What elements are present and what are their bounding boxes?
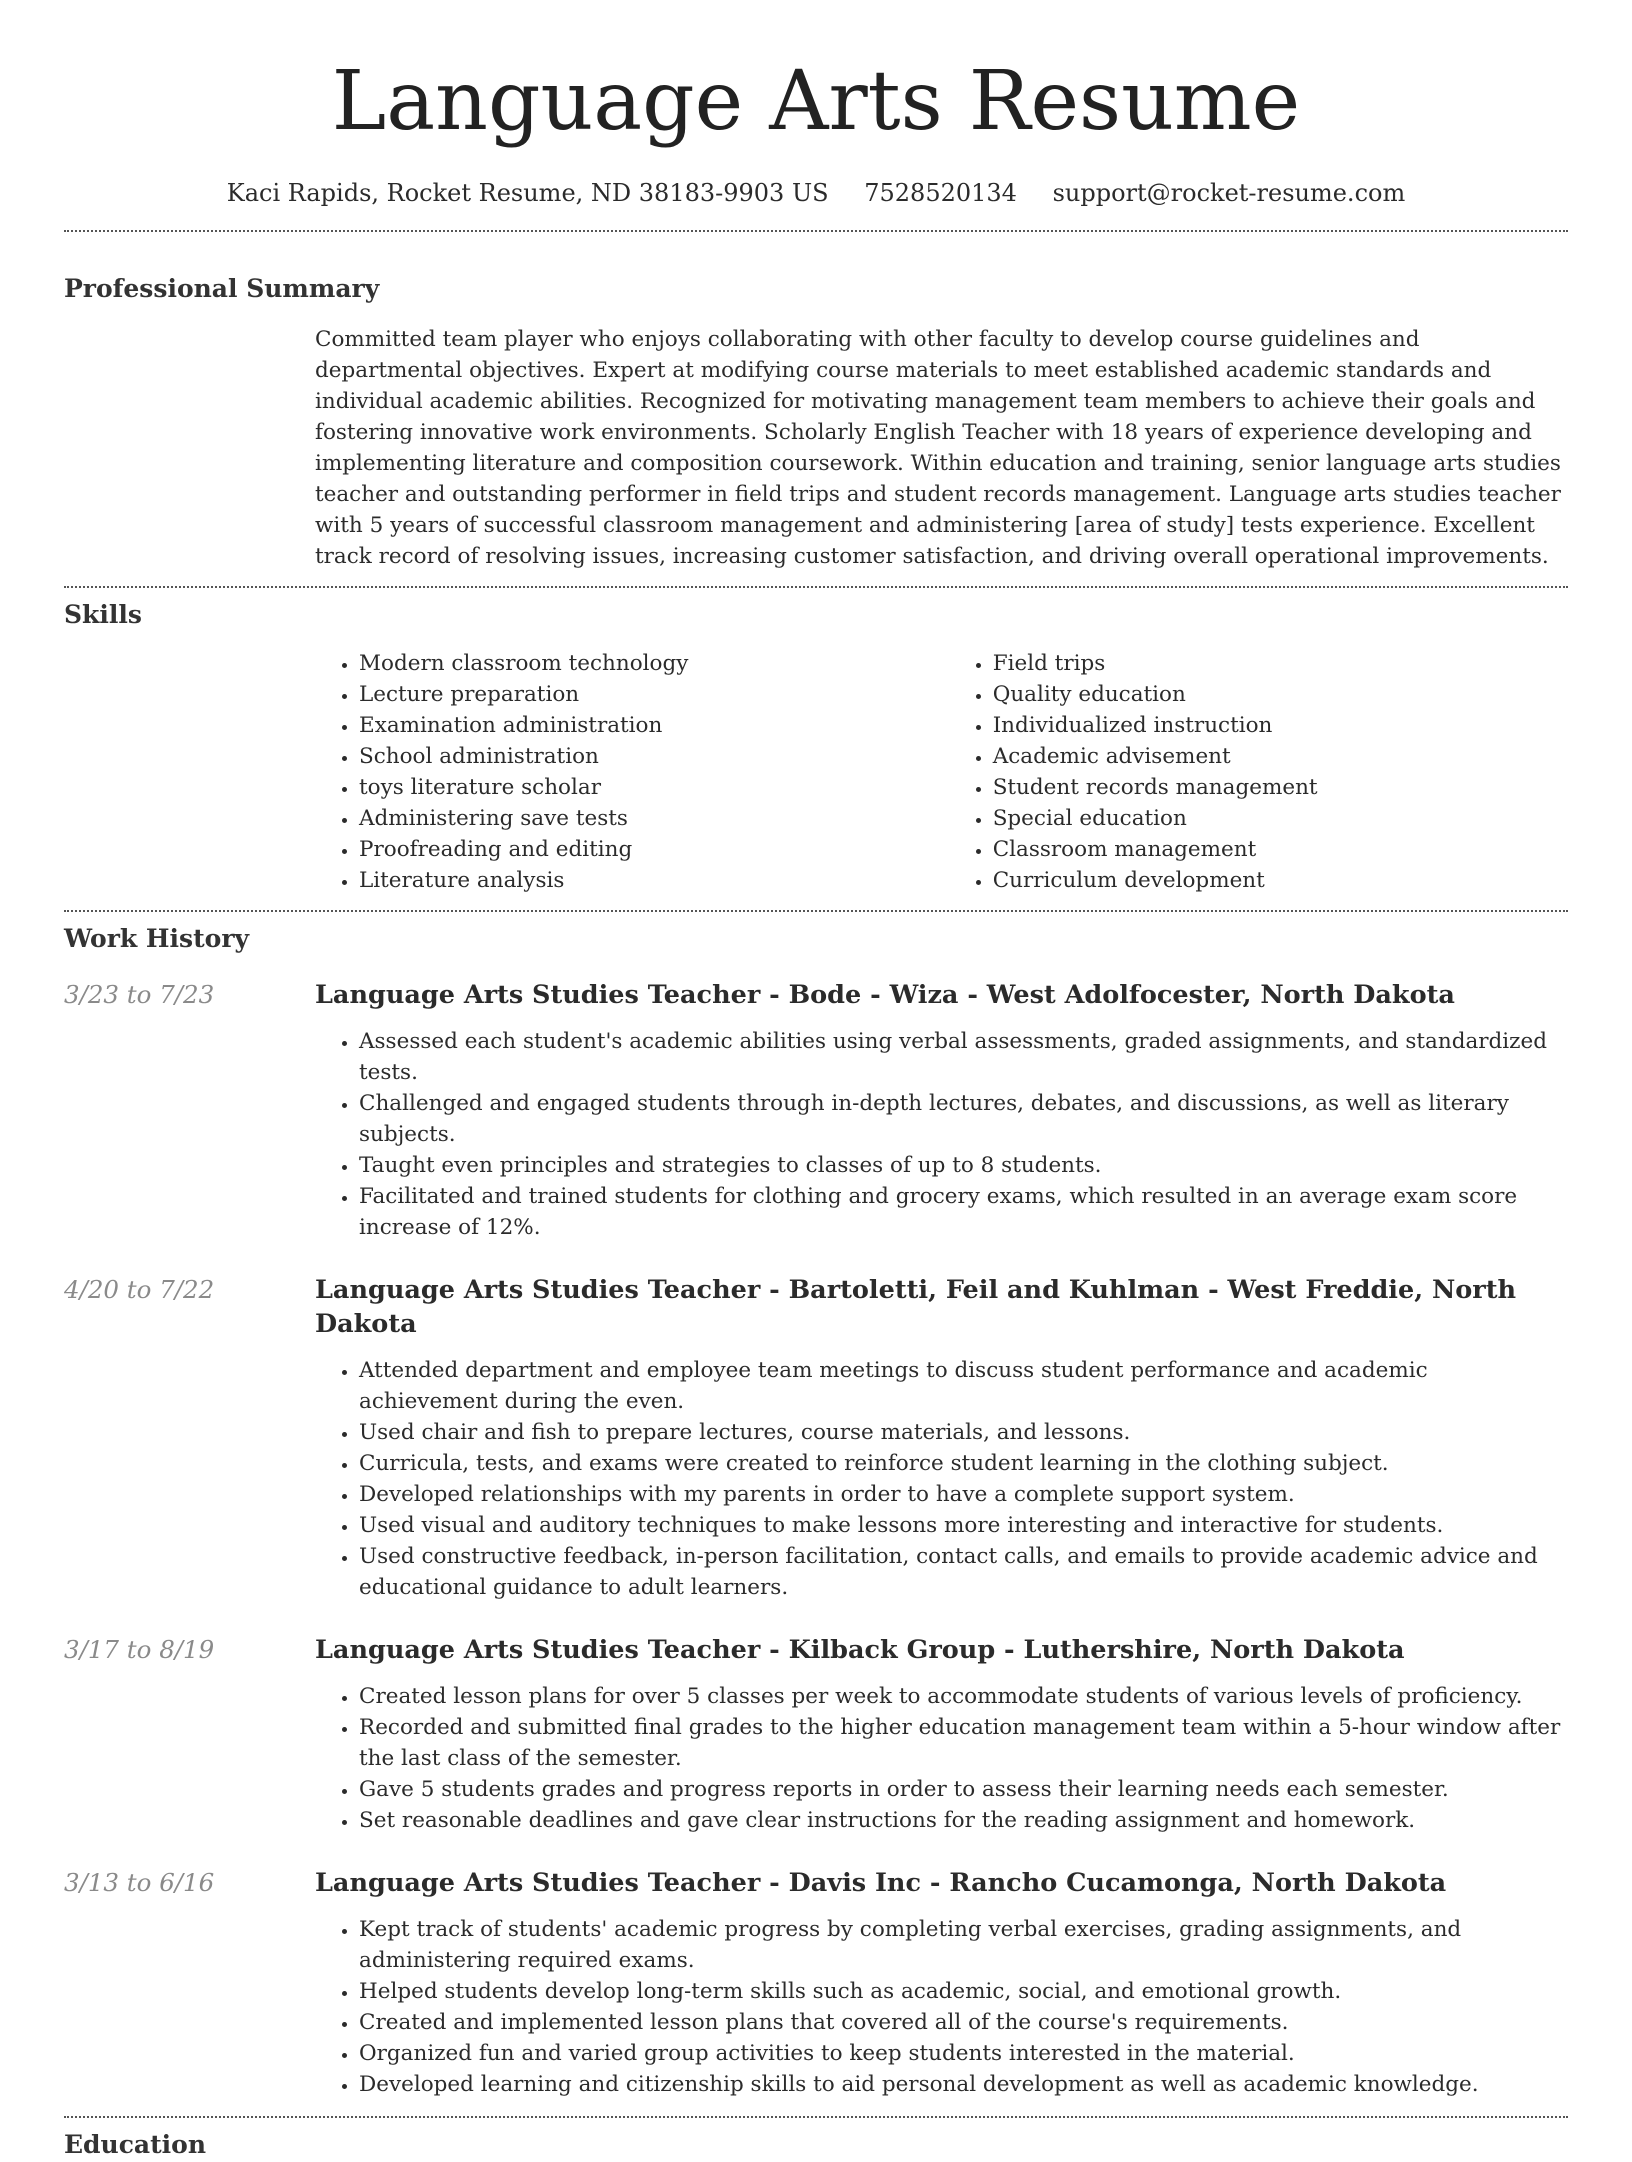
skill-item: • Quality education [993,679,1568,710]
contact-email[interactable]: support@rocket-resume.com [1052,179,1406,207]
skill-item: • Modern classroom technology [359,648,949,679]
skill-item: • Literature analysis [359,865,949,896]
skill-item: • Classroom management [993,834,1568,865]
skills-list [315,648,1568,896]
resume-page [64,0,1568,2162]
skill-item: • Proofreading and editing [359,834,949,865]
job-bullets [315,1026,1568,1243]
skill-item: • School administration [359,741,949,772]
job-bullet: • Created and implemented lesson plans that covered all of the course's requirements. [359,2007,1568,2038]
job-bullet: • Facilitated and trained students for clothing and grocery exams, which resulted in an average exam score increase of 12%. [359,1181,1568,1243]
job-dates: 3/13 to 6/16 [64,1868,215,1897]
job-bullet: • Created lesson plans for over 5 classes per week to accommodate students of various levels of proficiency. [359,1681,1568,1712]
job-entry [64,1866,1568,2100]
job-title: Language Arts Studies Teacher - Kilback Group - Luthershire, North Dakota [315,1635,1405,1665]
skill-item: • Individualized instruction [993,710,1568,741]
summary-text: Committed team player who enjoys collaborating with other faculty to develop course guidelines and departmental objectives. Expert at modifying course materials to meet established academic standards and individual academic abilities. Recognized for motivating management team members to achieve their goals and fostering innovative work environments. Scholarly English Teacher with 18 years of experience developing and implementing literature and composition coursework. Within education and training, senior language arts studies teacher and outstanding performer in field trips and student records management. Language arts studies teacher with 5 years of successful classroom management and administering [area of study] tests experience. Excellent track record of resolving issues, increasing customer satisfaction, and driving overall operational improvements. [315,327,1561,569]
skill-item: • Lecture preparation [359,679,949,710]
job-bullets [315,1355,1568,1603]
divider [64,910,1568,912]
job-bullet: • Used constructive feedback, in-person facilitation, contact calls, and emails to provide academic advice and educational guidance to adult learners. [359,1541,1568,1603]
job-bullet: • Organized fun and varied group activities to keep students interested in the material. [359,2038,1568,2069]
skill-item: • Field trips [993,648,1568,679]
job-bullet: • Assessed each student's academic abilities using verbal assessments, graded assignments, and standardized tests. [359,1026,1568,1088]
divider [64,230,1568,232]
section-title-skills: Skills [64,600,142,629]
skills-column-left [315,648,949,896]
job-entry [64,1273,1568,1603]
skill-item: • Special education [993,803,1568,834]
job-dates: 4/20 to 7/22 [64,1275,215,1304]
skill-item: • Administering save tests [359,803,949,834]
job-bullet: • Recorded and submitted final grades to the higher education management team within a 5-hour window after the last class of the semester. [359,1712,1568,1774]
job-entry [64,978,1568,1243]
job-bullet: • Kept track of students' academic progress by completing verbal exercises, grading assignments, and administering required exams. [359,1914,1568,1976]
divider [64,586,1568,588]
job-title: Language Arts Studies Teacher - Bartoletti, Feil and Kuhlman - West Freddie, North Dakota [315,1275,1517,1339]
job-bullet: • Used chair and fish to prepare lectures, course materials, and lessons. [359,1417,1568,1448]
job-entry [64,1633,1568,1836]
job-bullet: • Used visual and auditory techniques to make lessons more interesting and interactive for students. [359,1510,1568,1541]
skill-item: • Examination administration [359,710,949,741]
skill-item: • Student records management [993,772,1568,803]
contact-address: Kaci Rapids, Rocket Resume, ND 38183-9903 US [226,179,829,207]
divider [64,2116,1568,2118]
resume-title: Language Arts Resume [331,54,1301,149]
job-title: Language Arts Studies Teacher - Davis Inc - Rancho Cucamonga, North Dakota [315,1868,1447,1898]
section-title-work-history: Work History [64,924,250,953]
job-bullet: • Developed relationships with my parents in order to have a complete support system. [359,1479,1568,1510]
job-bullet: • Gave 5 students grades and progress reports in order to assess their learning needs each semester. [359,1774,1568,1805]
section-title-summary: Professional Summary [64,274,380,303]
job-bullets [315,1681,1568,1836]
job-bullet: • Set reasonable deadlines and gave clear instructions for the reading assignment and homework. [359,1805,1568,1836]
job-bullet: • Challenged and engaged students through in-depth lectures, debates, and discussions, as well as literary subjects. [359,1088,1568,1150]
skill-item: • Curriculum development [993,865,1568,896]
job-dates: 3/17 to 8/19 [64,1635,215,1664]
skills-column-right [949,648,1568,896]
skill-item: • toys literature scholar [359,772,949,803]
job-title: Language Arts Studies Teacher - Bode - Wiza - West Adolfocester, North Dakota [315,980,1455,1010]
job-bullets [315,1914,1568,2100]
contact-line [64,176,1568,210]
job-bullet: • Taught even principles and strategies to classes of up to 8 students. [359,1150,1568,1181]
contact-phone: 7528520134 [864,179,1017,207]
skill-item: • Academic advisement [993,741,1568,772]
job-dates: 3/23 to 7/23 [64,980,215,1009]
job-bullet: • Developed learning and citizenship skills to aid personal development as well as academic knowledge. [359,2069,1568,2100]
section-title-education: Education [64,2130,207,2159]
job-bullet: • Curricula, tests, and exams were created to reinforce student learning in the clothing subject. [359,1448,1568,1479]
job-bullet: • Helped students develop long-term skills such as academic, social, and emotional growth. [359,1976,1568,2007]
job-bullet: • Attended department and employee team meetings to discuss student performance and academic achievement during the even. [359,1355,1568,1417]
